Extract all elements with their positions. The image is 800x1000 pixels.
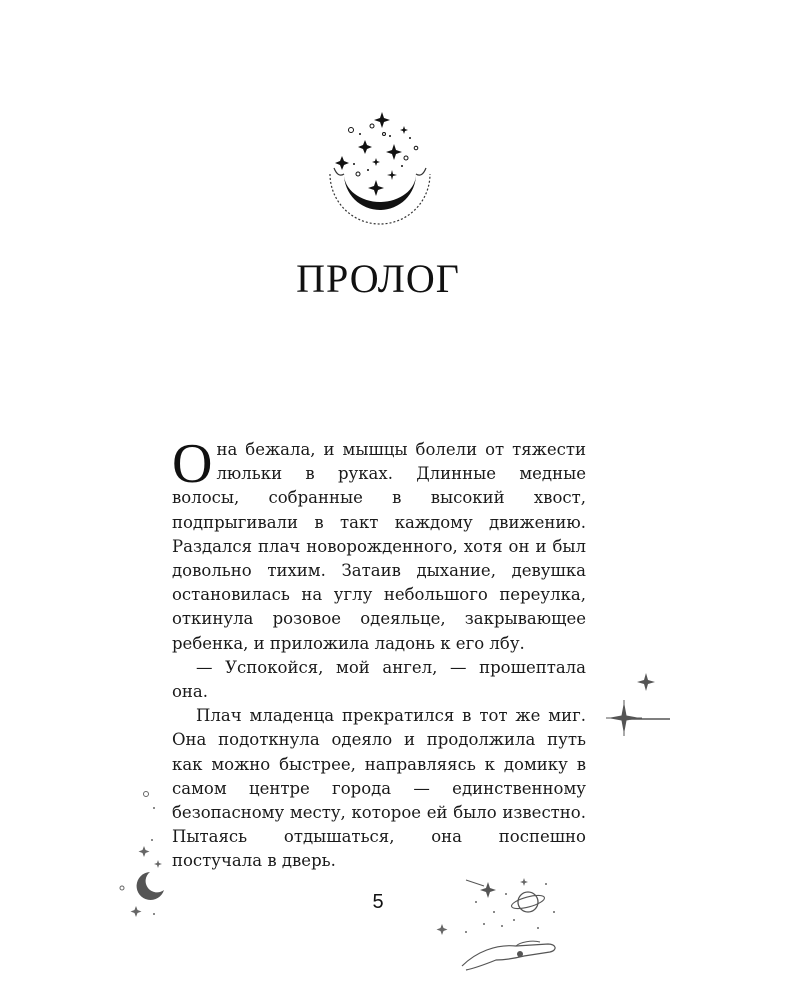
hand-planet-icon — [436, 872, 566, 972]
drop-cap: О — [172, 433, 213, 495]
paragraph-1-text: на бежала, и мышцы болели от тяжести люльки в руках. Длинные медные волосы, собранные в высокий хвост, подпрыгивали в такт каждому движению. Раздался плач новорожденного, хотя он и был довольно тихим. Затаив дыхание, девушка остановилась на углу небольшого переулка, откинула розовое одеяльце, закрывающее ребенка, и приложила ладонь к его лбу. — [172, 440, 586, 653]
paragraph-3: Плач младенца прекратился в тот же миг. Она подоткнула одеяло и продолжила путь как можно быстрее, направляясь к домику в самом центре города — единственному безопасному месту, которое ей было известно. Пытаясь отдышаться, она поспешно постучала в дверь. — [172, 706, 586, 871]
crescent-moon-stars-icon — [320, 108, 440, 240]
four-point-star-icon — [606, 700, 646, 740]
body-text — [172, 433, 586, 874]
chapter-title: ПРОЛОГ — [296, 256, 460, 301]
page-number: 5 — [372, 891, 384, 913]
small-moon-stars-icon — [110, 780, 170, 920]
paragraph-2: — Успокойся, мой ангел, — прошептала она. — [172, 657, 586, 702]
paragraph-1 — [172, 433, 586, 656]
